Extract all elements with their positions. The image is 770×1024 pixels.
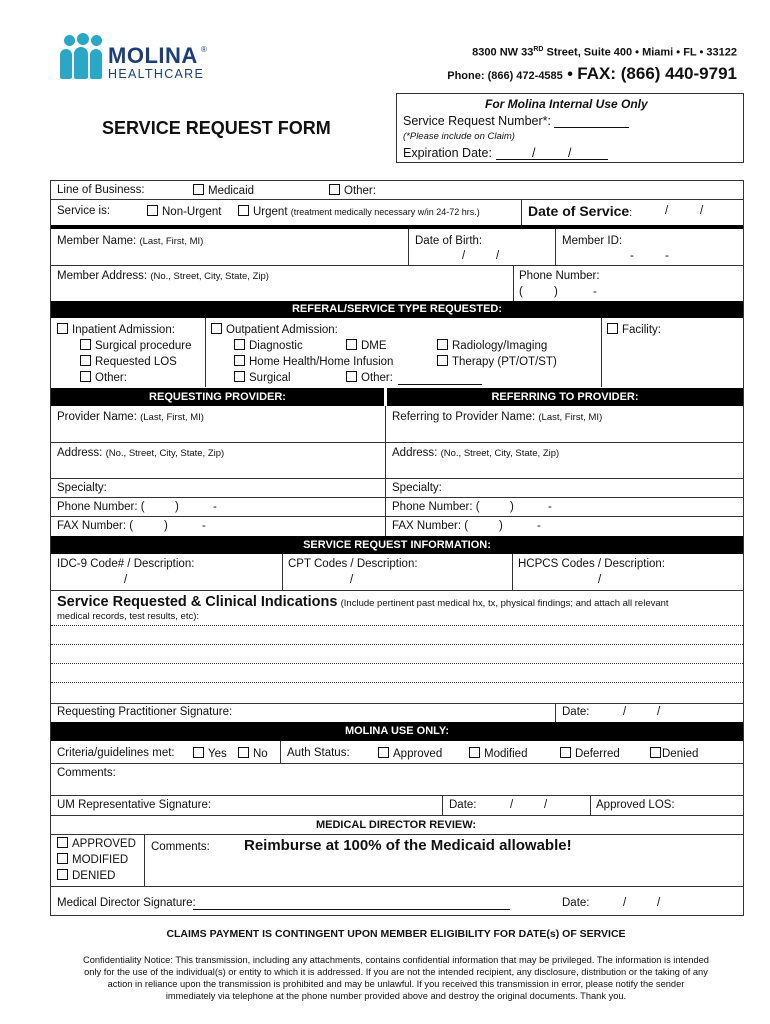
referring-fax-label: FAX Number: ( — [392, 520, 469, 532]
auth-modified-checkbox[interactable]: Modified — [469, 747, 527, 760]
molina-use-bar: MOLINA USE ONLY: — [51, 722, 743, 741]
referral-bar: REFERAL/SERVICE TYPE REQUESTED: — [51, 301, 743, 318]
dme-checkbox[interactable]: DME — [346, 339, 387, 352]
auth-deferred-checkbox[interactable]: Deferred — [560, 747, 620, 760]
requested-los-checkbox[interactable]: Requested LOS — [80, 355, 177, 368]
service-request-number-field[interactable] — [554, 127, 629, 128]
service-is-label: Service is: — [57, 205, 111, 217]
criteria-yes-checkbox[interactable]: Yes — [193, 747, 227, 760]
logo-person-icon — [64, 35, 75, 46]
referring-specialty-label: Specialty: — [392, 482, 442, 494]
member-id-label: Member ID: — [562, 235, 623, 247]
diagnostic-checkbox[interactable]: Diagnostic — [234, 339, 303, 352]
service-info-bar: SERVICE REQUEST INFORMATION: — [51, 536, 743, 554]
auth-status-label: Auth Status: — [287, 747, 350, 759]
surgical-procedure-checkbox[interactable]: Surgical procedure — [80, 339, 192, 352]
line-of-business-label: Line of Business: — [57, 184, 145, 196]
um-date-label: Date: — [449, 799, 477, 811]
director-denied-checkbox[interactable]: DENIED — [57, 869, 115, 882]
criteria-no-checkbox[interactable]: No — [238, 747, 268, 760]
medical-director-heading: MEDICAL DIRECTOR REVIEW: — [315, 819, 477, 831]
company-phone: Phone: (866) 472-4585 — [447, 70, 563, 82]
molina-comments-label: Comments: — [57, 767, 116, 779]
logo-wordmark-top: MOLINA — [108, 43, 198, 68]
outpatient-checkbox[interactable]: Outpatient Admission: — [211, 323, 338, 336]
auth-approved-checkbox[interactable]: Approved — [378, 747, 442, 760]
inpatient-checkbox[interactable]: Inpatient Admission: — [57, 323, 175, 336]
company-address: 8300 NW 33RD Street, Suite 400 • Miami • FL • 33122 — [472, 46, 737, 59]
director-approved-checkbox[interactable]: APPROVED — [57, 837, 136, 850]
provider-phone-label: Phone Number: ( — [57, 501, 145, 513]
director-signature-field[interactable] — [193, 909, 510, 910]
expiration-date-field[interactable] — [496, 159, 608, 160]
idc9-label: IDC-9 Code# / Description: — [57, 558, 195, 570]
director-comments-label: Comments: — [151, 841, 210, 853]
logo-person-icon — [77, 33, 89, 45]
internal-note: (*Please include on Claim) — [403, 131, 515, 142]
molina-logo — [58, 33, 218, 83]
home-health-checkbox[interactable]: Home Health/Home Infusion — [234, 355, 393, 368]
form-title: SERVICE REQUEST FORM — [102, 118, 331, 138]
provider-address-label: Address: (No., Street, City, State, Zip) — [57, 447, 225, 459]
criteria-label: Criteria/guidelines met: — [57, 747, 175, 759]
dob-label: Date of Birth: — [415, 235, 483, 247]
member-phone-label: Phone Number: — [519, 270, 600, 282]
referring-provider-bar: REFERRING TO PROVIDER: — [387, 388, 743, 406]
logo-wordmark-bottom: HEALTHCARE — [108, 67, 205, 81]
outpatient-other-field[interactable] — [398, 384, 482, 385]
facility-checkbox[interactable]: Facility: — [607, 323, 661, 336]
director-modified-checkbox[interactable]: MODIFIED — [57, 853, 128, 866]
non-urgent-checkbox[interactable]: Non-Urgent — [147, 205, 221, 218]
practitioner-date-label: Date: — [562, 706, 590, 718]
requesting-provider-bar: REQUESTING PROVIDER: — [51, 388, 384, 406]
member-address-label: Member Address: (No., Street, City, State, Zip) — [57, 270, 269, 282]
logo-registered-mark: ® — [201, 45, 207, 54]
medicaid-checkbox[interactable]: Medicaid — [193, 184, 254, 197]
urgent-checkbox[interactable]: Urgent (treatment medically necessary w/in 24-72 hrs.) — [238, 205, 480, 218]
hcpcs-label: HCPCS Codes / Description: — [518, 558, 665, 570]
cpt-label: CPT Codes / Description: — [288, 558, 418, 570]
therapy-checkbox[interactable]: Therapy (PT/OT/ST) — [437, 355, 557, 368]
date-of-service-label: Date of Service: — [528, 203, 633, 219]
outpatient-other-checkbox[interactable]: Other: — [346, 371, 393, 384]
director-date-label: Date: — [562, 897, 590, 909]
referring-phone-label: Phone Number: ( — [392, 501, 480, 513]
practitioner-signature-label: Requesting Practitioner Signature: — [57, 706, 233, 718]
approved-los-label: Approved LOS: — [596, 799, 675, 811]
referring-address-label: Address: (No., Street, City, State, Zip) — [392, 447, 560, 459]
um-signature-label: UM Representative Signature: — [57, 799, 212, 811]
lob-other-checkbox[interactable]: Other: — [329, 184, 376, 197]
service-request-number-label: Service Request Number*: — [403, 114, 551, 128]
director-signature-label: Medical Director Signature: — [57, 897, 196, 909]
clinical-indications-title: Service Requested & Clinical Indications (Include pertinent past medical hx, tx, physical findings; and attach all relevant — [57, 594, 669, 610]
internal-use-heading: For Molina Internal Use Only — [485, 97, 648, 111]
reimburse-note: Reimburse at 100% of the Medicaid allowable! — [244, 837, 572, 854]
logo-person-icon — [91, 35, 102, 46]
referring-name-label: Referring to Provider Name: (Last, First, MI) — [392, 411, 603, 423]
expiration-date-label: Expiration Date: — [403, 146, 492, 160]
member-name-label: Member Name: (Last, First, MI) — [57, 235, 204, 247]
clinical-indications-note: medical records, test results, etc): — [57, 611, 200, 622]
inpatient-other-checkbox[interactable]: Other: — [80, 371, 127, 384]
auth-denied-checkbox[interactable]: Denied — [650, 747, 698, 760]
provider-fax-label: FAX Number: ( — [57, 520, 134, 532]
company-contact: Phone: (866) 472-4585 • FAX: (866) 440-9791 — [447, 64, 737, 83]
radiology-checkbox[interactable]: Radiology/Imaging — [437, 339, 547, 352]
thick-divider — [51, 225, 743, 229]
claims-notice: CLAIMS PAYMENT IS CONTINGENT UPON MEMBER ELIGIBILITY FOR DATE(s) OF SERVICE — [166, 928, 626, 940]
confidentiality-notice: Confidentiality Notice: This transmission, including any attachments, contains confidential information that may be privileged. The information is intended only for the use of the individual(s) or entity to which it is addressed. If you are not the intended recipient, any disclosure, distribution or the taking of any action in reliance upon the transmission is prohibited and may be unlawful. If you received this transmission in error, please notify the sender immediately via telephone at the phone number provided above and destroy the original documents. Thank you. — [83, 955, 709, 1001]
company-fax: FAX: (866) 440-9791 — [577, 64, 737, 83]
surgical-checkbox[interactable]: Surgical — [234, 371, 291, 384]
provider-specialty-label: Specialty: — [57, 482, 107, 494]
provider-name-label: Provider Name: (Last, First, MI) — [57, 411, 204, 423]
